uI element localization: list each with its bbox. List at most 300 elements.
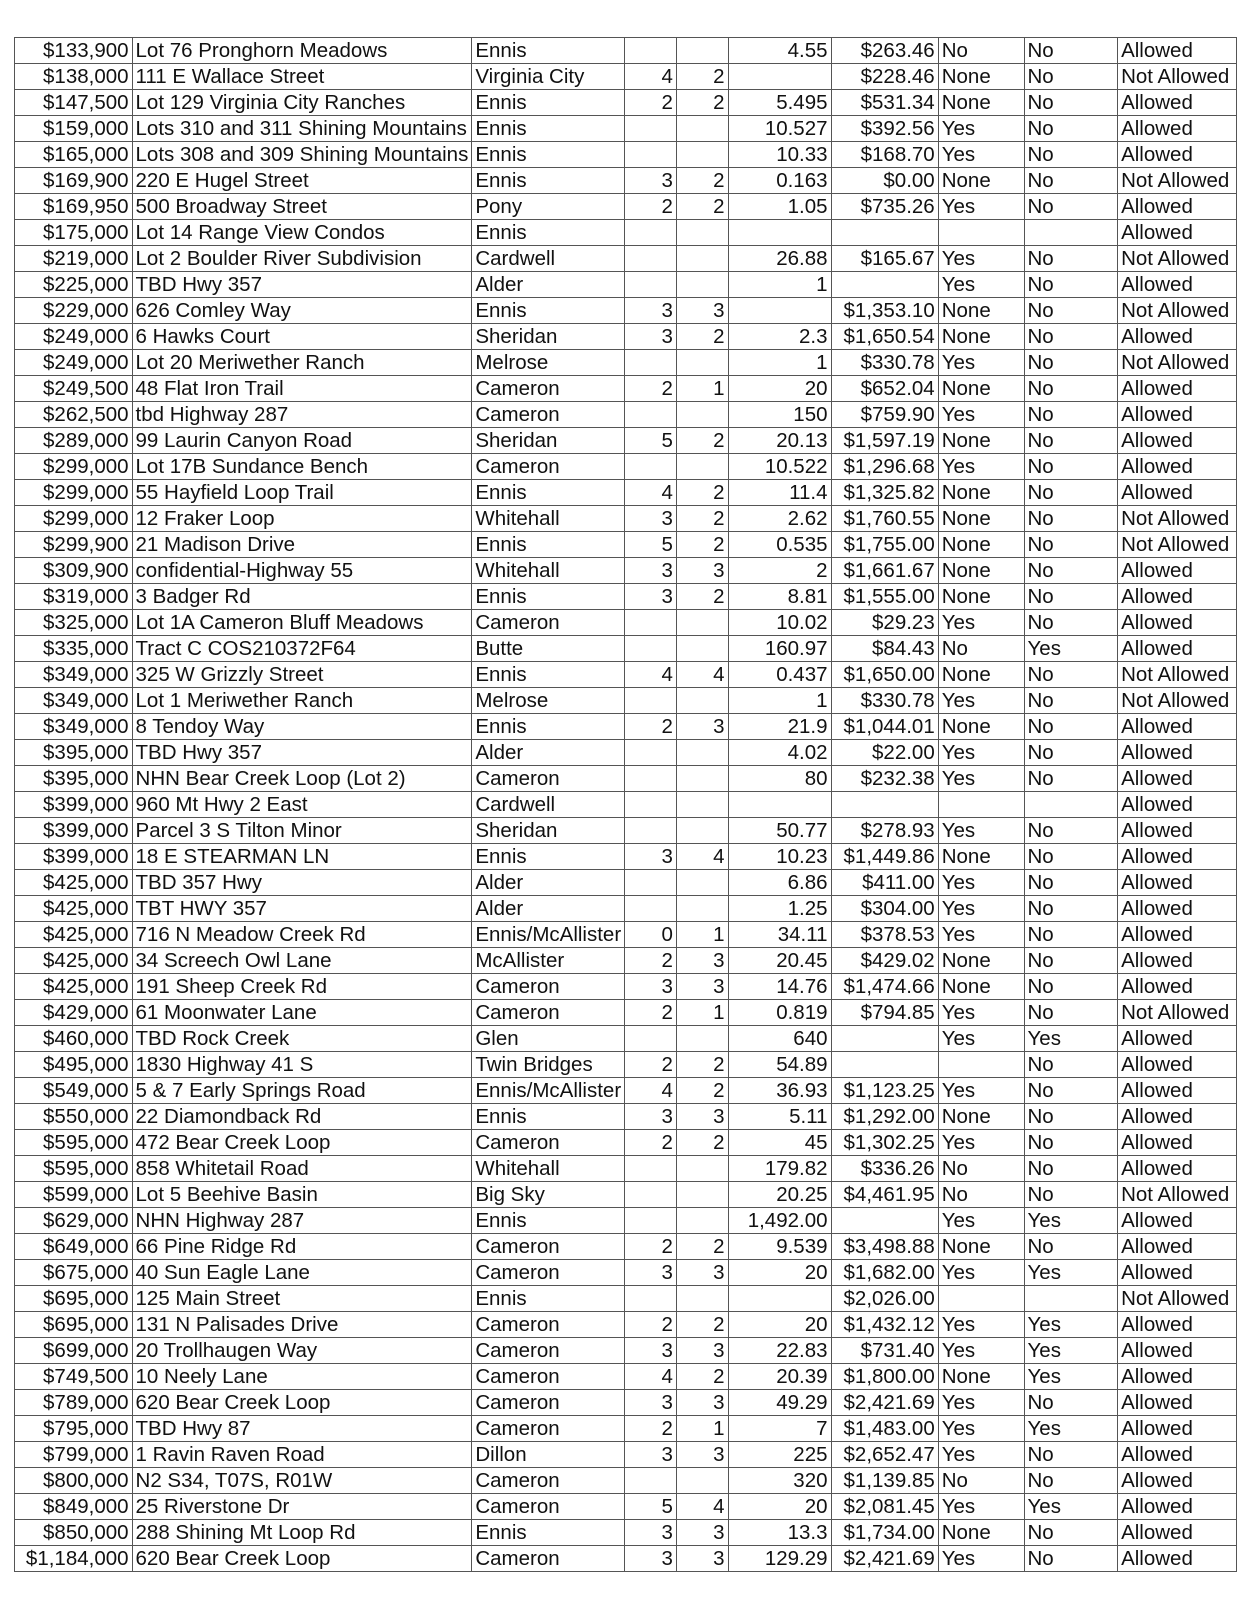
table-row bbox=[15, 324, 1237, 350]
address-cell: Lot 76 Pronghorn Meadows bbox=[132, 38, 472, 64]
price-cell: $169,900 bbox=[15, 168, 133, 194]
taxes-cell: $1,139.85 bbox=[831, 1468, 938, 1494]
table-row bbox=[15, 1078, 1237, 1104]
city-cell: Alder bbox=[472, 740, 625, 766]
water-cell: None bbox=[938, 168, 1024, 194]
address-cell: 99 Laurin Canyon Road bbox=[132, 428, 472, 454]
table-row bbox=[15, 402, 1237, 428]
taxes-cell: $84.43 bbox=[831, 636, 938, 662]
water-cell: None bbox=[938, 506, 1024, 532]
acres-cell: 36.93 bbox=[728, 1078, 831, 1104]
table-row bbox=[15, 636, 1237, 662]
beds-cell: 3 bbox=[625, 844, 677, 870]
status-cell: Not Allowed bbox=[1118, 350, 1237, 376]
baths-cell: 2 bbox=[676, 1234, 728, 1260]
beds-cell: 5 bbox=[625, 532, 677, 558]
table-row bbox=[15, 1182, 1237, 1208]
acres-cell: 13.3 bbox=[728, 1520, 831, 1546]
table-row bbox=[15, 1494, 1237, 1520]
price-cell: $399,000 bbox=[15, 792, 133, 818]
flag-cell: No bbox=[1024, 558, 1118, 584]
city-cell: Cameron bbox=[472, 1546, 625, 1572]
status-cell: Allowed bbox=[1118, 324, 1237, 350]
taxes-cell: $304.00 bbox=[831, 896, 938, 922]
acres-cell: 10.23 bbox=[728, 844, 831, 870]
status-cell: Allowed bbox=[1118, 922, 1237, 948]
taxes-cell: $263.46 bbox=[831, 38, 938, 64]
flag-cell: Yes bbox=[1024, 1416, 1118, 1442]
flag-cell: Yes bbox=[1024, 1338, 1118, 1364]
address-cell: 716 N Meadow Creek Rd bbox=[132, 922, 472, 948]
address-cell: 1 Ravin Raven Road bbox=[132, 1442, 472, 1468]
address-cell: Tract C COS210372F64 bbox=[132, 636, 472, 662]
flag-cell: No bbox=[1024, 1442, 1118, 1468]
table-row bbox=[15, 454, 1237, 480]
beds-cell: 3 bbox=[625, 1520, 677, 1546]
baths-cell bbox=[676, 454, 728, 480]
water-cell: None bbox=[938, 662, 1024, 688]
status-cell: Not Allowed bbox=[1118, 1000, 1237, 1026]
address-cell: N2 S34, T07S, R01W bbox=[132, 1468, 472, 1494]
price-cell: $299,000 bbox=[15, 454, 133, 480]
price-cell: $147,500 bbox=[15, 90, 133, 116]
status-cell: Allowed bbox=[1118, 1520, 1237, 1546]
acres-cell: 225 bbox=[728, 1442, 831, 1468]
city-cell: Glen bbox=[472, 1026, 625, 1052]
water-cell: None bbox=[938, 324, 1024, 350]
acres-cell: 14.76 bbox=[728, 974, 831, 1000]
table-row bbox=[15, 870, 1237, 896]
flag-cell: No bbox=[1024, 298, 1118, 324]
taxes-cell: $2,081.45 bbox=[831, 1494, 938, 1520]
baths-cell bbox=[676, 1026, 728, 1052]
beds-cell: 3 bbox=[625, 584, 677, 610]
status-cell: Allowed bbox=[1118, 636, 1237, 662]
baths-cell: 3 bbox=[676, 1338, 728, 1364]
baths-cell: 4 bbox=[676, 844, 728, 870]
address-cell: 131 N Palisades Drive bbox=[132, 1312, 472, 1338]
status-cell: Allowed bbox=[1118, 1208, 1237, 1234]
baths-cell: 2 bbox=[676, 1052, 728, 1078]
city-cell: Cameron bbox=[472, 376, 625, 402]
taxes-cell: $1,483.00 bbox=[831, 1416, 938, 1442]
beds-cell: 2 bbox=[625, 948, 677, 974]
table-row bbox=[15, 766, 1237, 792]
city-cell: Melrose bbox=[472, 688, 625, 714]
address-cell: 21 Madison Drive bbox=[132, 532, 472, 558]
taxes-cell: $1,661.67 bbox=[831, 558, 938, 584]
baths-cell: 4 bbox=[676, 1494, 728, 1520]
taxes-cell: $29.23 bbox=[831, 610, 938, 636]
city-cell: McAllister bbox=[472, 948, 625, 974]
status-cell: Allowed bbox=[1118, 1416, 1237, 1442]
water-cell: Yes bbox=[938, 116, 1024, 142]
acres-cell: 22.83 bbox=[728, 1338, 831, 1364]
water-cell: No bbox=[938, 1182, 1024, 1208]
beds-cell bbox=[625, 740, 677, 766]
acres-cell bbox=[728, 220, 831, 246]
city-cell: Cameron bbox=[472, 1312, 625, 1338]
baths-cell bbox=[676, 1208, 728, 1234]
acres-cell: 34.11 bbox=[728, 922, 831, 948]
city-cell: Ennis bbox=[472, 38, 625, 64]
water-cell: Yes bbox=[938, 1078, 1024, 1104]
price-cell: $395,000 bbox=[15, 766, 133, 792]
city-cell: Cardwell bbox=[472, 792, 625, 818]
address-cell: 626 Comley Way bbox=[132, 298, 472, 324]
water-cell: Yes bbox=[938, 142, 1024, 168]
beds-cell bbox=[625, 896, 677, 922]
flag-cell: No bbox=[1024, 1182, 1118, 1208]
acres-cell: 54.89 bbox=[728, 1052, 831, 1078]
water-cell: Yes bbox=[938, 1390, 1024, 1416]
table-row bbox=[15, 1286, 1237, 1312]
table-row bbox=[15, 194, 1237, 220]
water-cell: No bbox=[938, 1468, 1024, 1494]
city-cell: Ennis bbox=[472, 168, 625, 194]
price-cell: $695,000 bbox=[15, 1312, 133, 1338]
beds-cell: 3 bbox=[625, 1390, 677, 1416]
water-cell bbox=[938, 220, 1024, 246]
acres-cell: 10.33 bbox=[728, 142, 831, 168]
water-cell: Yes bbox=[938, 1208, 1024, 1234]
taxes-cell: $336.26 bbox=[831, 1156, 938, 1182]
address-cell: Lot 1 Meriwether Ranch bbox=[132, 688, 472, 714]
baths-cell: 3 bbox=[676, 1520, 728, 1546]
water-cell bbox=[938, 1052, 1024, 1078]
baths-cell: 2 bbox=[676, 506, 728, 532]
city-cell: Big Sky bbox=[472, 1182, 625, 1208]
flag-cell: No bbox=[1024, 948, 1118, 974]
acres-cell bbox=[728, 792, 831, 818]
baths-cell: 1 bbox=[676, 376, 728, 402]
beds-cell bbox=[625, 116, 677, 142]
status-cell: Allowed bbox=[1118, 1130, 1237, 1156]
price-cell: $138,000 bbox=[15, 64, 133, 90]
water-cell: None bbox=[938, 1520, 1024, 1546]
table-row bbox=[15, 610, 1237, 636]
water-cell: None bbox=[938, 298, 1024, 324]
address-cell: 620 Bear Creek Loop bbox=[132, 1546, 472, 1572]
status-cell: Allowed bbox=[1118, 1260, 1237, 1286]
water-cell: Yes bbox=[938, 922, 1024, 948]
table-row bbox=[15, 90, 1237, 116]
table-row bbox=[15, 740, 1237, 766]
taxes-cell: $731.40 bbox=[831, 1338, 938, 1364]
acres-cell: 7 bbox=[728, 1416, 831, 1442]
flag-cell: No bbox=[1024, 818, 1118, 844]
baths-cell bbox=[676, 1156, 728, 1182]
price-cell: $595,000 bbox=[15, 1156, 133, 1182]
city-cell: Cameron bbox=[472, 610, 625, 636]
table-row bbox=[15, 506, 1237, 532]
flag-cell: Yes bbox=[1024, 1312, 1118, 1338]
address-cell: TBD Hwy 87 bbox=[132, 1416, 472, 1442]
status-cell: Allowed bbox=[1118, 38, 1237, 64]
water-cell: No bbox=[938, 38, 1024, 64]
baths-cell bbox=[676, 896, 728, 922]
status-cell: Allowed bbox=[1118, 1078, 1237, 1104]
price-cell: $595,000 bbox=[15, 1130, 133, 1156]
baths-cell: 4 bbox=[676, 662, 728, 688]
address-cell: 500 Broadway Street bbox=[132, 194, 472, 220]
table-row bbox=[15, 376, 1237, 402]
status-cell: Allowed bbox=[1118, 428, 1237, 454]
table-row bbox=[15, 688, 1237, 714]
price-cell: $649,000 bbox=[15, 1234, 133, 1260]
beds-cell bbox=[625, 220, 677, 246]
table-row bbox=[15, 272, 1237, 298]
status-cell: Allowed bbox=[1118, 1156, 1237, 1182]
flag-cell: No bbox=[1024, 350, 1118, 376]
taxes-cell: $2,026.00 bbox=[831, 1286, 938, 1312]
water-cell: Yes bbox=[938, 402, 1024, 428]
status-cell: Allowed bbox=[1118, 1104, 1237, 1130]
flag-cell: No bbox=[1024, 532, 1118, 558]
table-row bbox=[15, 1416, 1237, 1442]
baths-cell: 3 bbox=[676, 1546, 728, 1572]
flag-cell: No bbox=[1024, 870, 1118, 896]
status-cell: Allowed bbox=[1118, 844, 1237, 870]
price-cell: $299,000 bbox=[15, 480, 133, 506]
beds-cell: 5 bbox=[625, 428, 677, 454]
water-cell: Yes bbox=[938, 1000, 1024, 1026]
status-cell: Not Allowed bbox=[1118, 1182, 1237, 1208]
address-cell: TBD Rock Creek bbox=[132, 1026, 472, 1052]
address-cell: 25 Riverstone Dr bbox=[132, 1494, 472, 1520]
acres-cell: 10.527 bbox=[728, 116, 831, 142]
water-cell: Yes bbox=[938, 818, 1024, 844]
acres-cell: 20.45 bbox=[728, 948, 831, 974]
water-cell: Yes bbox=[938, 610, 1024, 636]
beds-cell: 4 bbox=[625, 1364, 677, 1390]
beds-cell bbox=[625, 1208, 677, 1234]
baths-cell: 2 bbox=[676, 1078, 728, 1104]
acres-cell: 0.535 bbox=[728, 532, 831, 558]
taxes-cell bbox=[831, 272, 938, 298]
taxes-cell: $168.70 bbox=[831, 142, 938, 168]
address-cell: TBT HWY 357 bbox=[132, 896, 472, 922]
flag-cell: No bbox=[1024, 1104, 1118, 1130]
water-cell: Yes bbox=[938, 1338, 1024, 1364]
acres-cell: 20 bbox=[728, 1494, 831, 1520]
flag-cell: No bbox=[1024, 428, 1118, 454]
taxes-cell: $411.00 bbox=[831, 870, 938, 896]
water-cell: None bbox=[938, 428, 1024, 454]
price-cell: $495,000 bbox=[15, 1052, 133, 1078]
acres-cell bbox=[728, 64, 831, 90]
water-cell: Yes bbox=[938, 1312, 1024, 1338]
table-row bbox=[15, 792, 1237, 818]
table-row bbox=[15, 662, 1237, 688]
beds-cell bbox=[625, 454, 677, 480]
status-cell: Allowed bbox=[1118, 974, 1237, 1000]
city-cell: Cardwell bbox=[472, 246, 625, 272]
taxes-cell: $4,461.95 bbox=[831, 1182, 938, 1208]
price-cell: $249,000 bbox=[15, 350, 133, 376]
status-cell: Not Allowed bbox=[1118, 688, 1237, 714]
flag-cell: No bbox=[1024, 584, 1118, 610]
taxes-cell: $1,325.82 bbox=[831, 480, 938, 506]
city-cell: Ennis bbox=[472, 116, 625, 142]
water-cell: Yes bbox=[938, 194, 1024, 220]
flag-cell: No bbox=[1024, 246, 1118, 272]
table-row bbox=[15, 1130, 1237, 1156]
status-cell: Allowed bbox=[1118, 116, 1237, 142]
acres-cell: 1,492.00 bbox=[728, 1208, 831, 1234]
taxes-cell: $1,432.12 bbox=[831, 1312, 938, 1338]
taxes-cell: $0.00 bbox=[831, 168, 938, 194]
status-cell: Allowed bbox=[1118, 818, 1237, 844]
beds-cell: 3 bbox=[625, 974, 677, 1000]
beds-cell bbox=[625, 870, 677, 896]
status-cell: Allowed bbox=[1118, 714, 1237, 740]
city-cell: Alder bbox=[472, 870, 625, 896]
taxes-cell: $759.90 bbox=[831, 402, 938, 428]
status-cell: Allowed bbox=[1118, 272, 1237, 298]
table-row bbox=[15, 220, 1237, 246]
address-cell: TBD Hwy 357 bbox=[132, 740, 472, 766]
taxes-cell: $531.34 bbox=[831, 90, 938, 116]
address-cell: 472 Bear Creek Loop bbox=[132, 1130, 472, 1156]
price-cell: $229,000 bbox=[15, 298, 133, 324]
beds-cell bbox=[625, 1182, 677, 1208]
taxes-cell: $330.78 bbox=[831, 688, 938, 714]
taxes-cell: $2,421.69 bbox=[831, 1546, 938, 1572]
table-row bbox=[15, 948, 1237, 974]
acres-cell: 5.11 bbox=[728, 1104, 831, 1130]
beds-cell: 0 bbox=[625, 922, 677, 948]
baths-cell bbox=[676, 818, 728, 844]
city-cell: Ennis bbox=[472, 220, 625, 246]
beds-cell: 3 bbox=[625, 1546, 677, 1572]
taxes-cell: $22.00 bbox=[831, 740, 938, 766]
taxes-cell: $1,353.10 bbox=[831, 298, 938, 324]
address-cell: 34 Screech Owl Lane bbox=[132, 948, 472, 974]
baths-cell bbox=[676, 1468, 728, 1494]
beds-cell: 4 bbox=[625, 64, 677, 90]
taxes-cell: $165.67 bbox=[831, 246, 938, 272]
status-cell: Allowed bbox=[1118, 558, 1237, 584]
acres-cell: 20.13 bbox=[728, 428, 831, 454]
table-row bbox=[15, 818, 1237, 844]
flag-cell: Yes bbox=[1024, 1494, 1118, 1520]
price-cell: $425,000 bbox=[15, 974, 133, 1000]
address-cell: 1830 Highway 41 S bbox=[132, 1052, 472, 1078]
acres-cell: 179.82 bbox=[728, 1156, 831, 1182]
taxes-cell: $1,755.00 bbox=[831, 532, 938, 558]
beds-cell bbox=[625, 38, 677, 64]
address-cell: 3 Badger Rd bbox=[132, 584, 472, 610]
baths-cell: 3 bbox=[676, 1442, 728, 1468]
acres-cell: 20.39 bbox=[728, 1364, 831, 1390]
acres-cell: 26.88 bbox=[728, 246, 831, 272]
flag-cell: No bbox=[1024, 324, 1118, 350]
price-cell: $399,000 bbox=[15, 844, 133, 870]
status-cell: Not Allowed bbox=[1118, 1286, 1237, 1312]
address-cell: 55 Hayfield Loop Trail bbox=[132, 480, 472, 506]
acres-cell bbox=[728, 298, 831, 324]
table-row bbox=[15, 116, 1237, 142]
acres-cell: 150 bbox=[728, 402, 831, 428]
address-cell: 12 Fraker Loop bbox=[132, 506, 472, 532]
price-cell: $695,000 bbox=[15, 1286, 133, 1312]
flag-cell: No bbox=[1024, 974, 1118, 1000]
price-cell: $395,000 bbox=[15, 740, 133, 766]
price-cell: $349,000 bbox=[15, 714, 133, 740]
price-cell: $349,000 bbox=[15, 662, 133, 688]
acres-cell: 0.163 bbox=[728, 168, 831, 194]
table-row bbox=[15, 1468, 1237, 1494]
flag-cell bbox=[1024, 220, 1118, 246]
acres-cell: 2.62 bbox=[728, 506, 831, 532]
acres-cell: 50.77 bbox=[728, 818, 831, 844]
address-cell: 620 Bear Creek Loop bbox=[132, 1390, 472, 1416]
acres-cell: 11.4 bbox=[728, 480, 831, 506]
price-cell: $335,000 bbox=[15, 636, 133, 662]
beds-cell: 3 bbox=[625, 1338, 677, 1364]
city-cell: Cameron bbox=[472, 1364, 625, 1390]
baths-cell bbox=[676, 766, 728, 792]
price-cell: $249,000 bbox=[15, 324, 133, 350]
water-cell: Yes bbox=[938, 350, 1024, 376]
acres-cell: 6.86 bbox=[728, 870, 831, 896]
beds-cell: 3 bbox=[625, 506, 677, 532]
price-cell: $799,000 bbox=[15, 1442, 133, 1468]
taxes-cell: $2,652.47 bbox=[831, 1442, 938, 1468]
taxes-cell: $1,296.68 bbox=[831, 454, 938, 480]
city-cell: Ennis bbox=[472, 90, 625, 116]
flag-cell: No bbox=[1024, 1000, 1118, 1026]
flag-cell: Yes bbox=[1024, 1260, 1118, 1286]
table-row bbox=[15, 558, 1237, 584]
status-cell: Allowed bbox=[1118, 142, 1237, 168]
price-cell: $429,000 bbox=[15, 1000, 133, 1026]
beds-cell bbox=[625, 1286, 677, 1312]
address-cell: Lot 14 Range View Condos bbox=[132, 220, 472, 246]
water-cell: None bbox=[938, 480, 1024, 506]
baths-cell bbox=[676, 402, 728, 428]
address-cell: 858 Whitetail Road bbox=[132, 1156, 472, 1182]
water-cell: None bbox=[938, 64, 1024, 90]
flag-cell: No bbox=[1024, 1078, 1118, 1104]
water-cell: None bbox=[938, 1364, 1024, 1390]
status-cell: Allowed bbox=[1118, 610, 1237, 636]
city-cell: Pony bbox=[472, 194, 625, 220]
taxes-cell: $1,597.19 bbox=[831, 428, 938, 454]
flag-cell bbox=[1024, 1286, 1118, 1312]
price-cell: $425,000 bbox=[15, 896, 133, 922]
baths-cell bbox=[676, 792, 728, 818]
flag-cell: No bbox=[1024, 662, 1118, 688]
price-cell: $169,950 bbox=[15, 194, 133, 220]
address-cell: 5 & 7 Early Springs Road bbox=[132, 1078, 472, 1104]
baths-cell: 2 bbox=[676, 64, 728, 90]
beds-cell: 3 bbox=[625, 324, 677, 350]
address-cell: Lot 129 Virginia City Ranches bbox=[132, 90, 472, 116]
city-cell: Cameron bbox=[472, 1416, 625, 1442]
acres-cell: 1.05 bbox=[728, 194, 831, 220]
baths-cell bbox=[676, 272, 728, 298]
table-row bbox=[15, 896, 1237, 922]
taxes-cell: $429.02 bbox=[831, 948, 938, 974]
address-cell: 8 Tendoy Way bbox=[132, 714, 472, 740]
acres-cell: 2.3 bbox=[728, 324, 831, 350]
status-cell: Allowed bbox=[1118, 1390, 1237, 1416]
beds-cell: 2 bbox=[625, 1052, 677, 1078]
beds-cell: 3 bbox=[625, 298, 677, 324]
price-cell: $319,000 bbox=[15, 584, 133, 610]
